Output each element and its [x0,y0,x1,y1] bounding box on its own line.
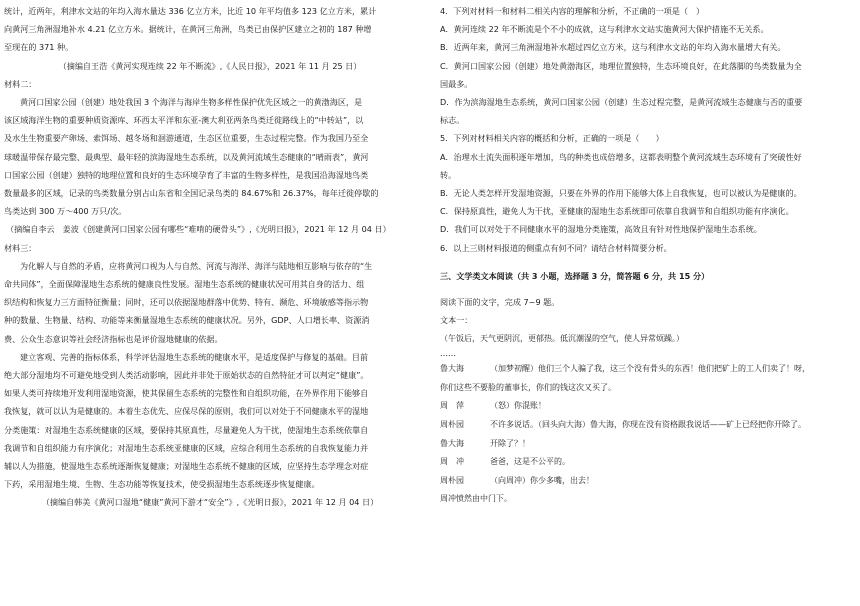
right-column [440,2,856,509]
text-line: 辅以人为措施，使湿地生态系统逐渐恢复健康；对湿地生态系统不健康的区域，应坚持生态学理念对症 [4,461,369,472]
stage-direction: （午饭后，天气更阴沉，更郁热。低沉潮湿的空气，使人异常烦躁。） [440,333,684,343]
dialogue-line [440,397,856,416]
speaker-name: 周朴园 [440,419,464,429]
text1-label: 文本一： [440,315,473,326]
text-line: 建立客观、完善的指标体系，科学评估湿地生态系统的健康水平，是适度保护与修复的基础。目前 [20,351,369,362]
option-c: C．黄河口国家公园（创建）地处黄渤海区，地理位置独特，生态环境良好，在此落脚的鸟类数量为全 [440,60,802,71]
dialogue-text: 开除了？！ [490,438,530,448]
dialogue-line [440,490,856,509]
text-line: 我恢复，就可以认为是健康的。本着生态优先、应保尽保的原则，我们可以对处于不同健康水平的湿地 [4,406,369,417]
source-citation-3: （摘编自韩美《黄河口湿地“健康”黄河下游才“安全”》,《光明日报》，2021 年 12 月 04 日） [41,497,379,508]
material2-title: 材料二： [4,78,37,89]
option-d: D．我们可以对处于不同健康水平的湿地分类施策，高效且有针对性地保护湿地生态系统。 [440,224,762,235]
dialogue-text: （向周冲）你少多嘴，出去！ [490,475,594,485]
question-4-options [440,20,856,129]
text-line: 该区域海洋生物的重要种质资源库、环西太平洋和东亚-澳大利亚两条鸟类迁徙路线上的“中转站”，以 [4,115,364,126]
text-line: 种的数量、生物量、结构、功能等来衡量湿地生态系统的健康状况。另外，GDP、人口增长率、资源消 [4,315,370,326]
text-line: 费、公众生态意识等社会经济指标也是评价湿地健康的依据。 [4,333,223,344]
text-line: 口国家公园（创建）独特的地理位置和良好的生态环境孕育了丰富的生物多样性，是我国沿海湿地鸟类 [4,169,369,180]
text-line: 分类施策：对湿地生态系统健康的区域，要保持其原真性，尽量避免人为干扰，使湿地生态系统依靠自 [4,424,369,435]
dialogue-text: 你们这些不要脸的董事长，你们的钱这次又买了。 [440,382,616,392]
text-line: 绝大部分湿地均不可避免地受到人类活动影响，因此并非处于原始状态的自然特征才可以判定“健康”。 [4,370,369,381]
option-c: C．保持原真性，避免人为干扰，亚健康的湿地生态系统即可依靠自我调节和自组织功能有序演化。 [440,206,794,217]
section-3-intro: 阅读下面的文字，完成 7~9 题。 [440,297,560,308]
text-line: 命共同体”，全面保障湿地生态系统的健康良性发展。湿地生态系统的健康状况可用其自身的活力、组 [4,279,365,290]
dialogue-line [440,416,856,435]
question-5-options [440,148,856,239]
speaker-name: 周 冲 [440,457,464,467]
speaker-name: 鲁大海 [440,438,464,448]
option-a: A．黄河连续 22 年不断流是个不小的成就，这与利津水文站实施黄河大保护措施不无关系。 [440,24,769,35]
option-c-cont: 国最多。 [440,78,473,89]
dialogue-text: 爸爸，这是不公平的。 [490,457,570,467]
dialogue-text: 周冲愤然由中门下。 [440,494,512,504]
option-a-cont: 转。 [440,169,457,180]
dialogue-text: （加梦初醒）他们三个人骗了我，这三个没有骨头的东西！他们把矿上的工人们卖了！呀， [490,364,810,374]
text-line: 鸟类达到 300 万～400 万只/次。 [4,206,127,217]
option-b: B．近两年来，黄河三角洲湿地补水超过四亿立方米，这与利津水文站的年均入海水量增大有关。 [440,42,786,53]
text-line: 球暖温带保存最完整、最典型、最年轻的滨海湿地生态系统，以及黄河流域生态健康的“晴雨表”，黄河 [4,151,369,162]
material1-paragraph [4,2,416,57]
dialogue-text: 不许多说话。（回头向大海）鲁大海，你现在没有资格跟我说话——矿上已经把你开除了。 [490,419,806,429]
left-column [4,2,416,512]
source-citation-1: （摘编自王浩《黄河实现连续 22 年不断流》,《人民日报》，2021 年 11 月 25 日） [58,60,362,71]
material3-title: 材料三： [4,242,37,253]
material3-paragraph-1 [4,257,416,348]
speaker-name: 周朴园 [440,475,464,485]
question-6: 6．以上三则材料报道的侧重点有何不同？请结合材料简要分析。 [440,242,672,253]
option-b: B．无论人类怎样开发湿地资源，只要在外界的作用下能够大体上自我恢复，也可以被认为是健康的。 [440,188,802,199]
question-5: 5．下列对材料相关内容的概括和分析，正确的一项是（ ） [440,133,664,144]
text-line: 向黄河三角洲湿地补水 4.21 亿立方米。据统计，在黄河三角洲，鸟类已由保护区建立之初的 187 种增 [4,24,372,35]
dialogue-text: （怒）你混账！ [490,401,546,411]
text-line: 及水生生物重要产卵场、索饵场、越冬场和洄游通道，生态区位重要，生态过程完整。作为我国乃至全 [4,133,369,144]
script-dialogue [440,360,856,509]
question-4: 4．下列对材料一和材料二相关内容的理解和分析，不正确的一项是（ ） [440,6,705,16]
text-line: 统计，近两年，利津水文站的年均入海水量达 336 亿立方米，比近 10 年平均值多 123 亿立方米，累计 [4,6,377,16]
option-d-cont: 标志。 [440,115,465,126]
text-line: 至现在的 371 种。 [4,42,74,53]
text-line: 数量最多的区域，记录的鸟类数量分别占山东省和全国记录鸟类的 84.67%和 26.37%，每年迁徙停歇的 [4,188,379,199]
dialogue-line [440,453,856,472]
dialogue-line [440,472,856,491]
speaker-name: 鲁大海 [440,364,464,374]
material2-paragraph [4,93,416,220]
text-line: 我调节和自组织能力有序演化；对湿地生态系统亚健康的区域，应综合利用生态系统的自我恢复能力并 [4,442,369,453]
material3-paragraph-2 [4,348,416,494]
option-d: D．作为滨海湿地生态系统，黄河口国家公园（创建）生态过程完整，是黄河流域生态健康与否的重要 [440,97,803,108]
speaker-name: 周 萍 [440,401,464,411]
text-line: 如果人类可持续地开发利用湿地资源，使其保留生态系统的完整性和自组织功能，在外界作用下能够自 [4,388,369,399]
text-line: 黄河口国家公园（创建）地处我国 3 个海洋与海岸生物多样性保护优先区域之一的黄渤海区，是 [20,97,363,108]
dialogue-line [440,379,856,398]
text-line: 为化解人与自然的矛盾，应将黄河口视为人与自然、河流与海洋、海洋与陆地相互影响与依存的“生 [20,260,373,271]
text-line: 下药，采用湿地生境、生物、生态功能等恢复技术，使受损湿地生态系统逐步恢复健康。 [4,479,320,490]
source-citation-2: （摘编自李云 姜波《创建黄河口国家公园有哪些“难啃的硬骨头”》,《光明日报》，2021 年 12 月 04 日） [6,224,391,235]
dialogue-line [440,435,856,454]
section-3-heading: 三、文学类文本阅读（共 3 小题，选择题 3 分，简答题 6 分，共 15 分） [440,270,710,281]
option-a: A．治理水土流失面积逐年增加，鸟的种类也成倍增多，这都表明整个黄河流域生态环境有了突破性好 [440,151,802,162]
dialogue-line [440,360,856,379]
ellipsis: …… [440,349,456,359]
text-line: 织结构和恢复力三方面特征衡量；同时，还可以依据湿地群落中优势、特有、濒危、环境敏感等指示物 [4,297,369,308]
